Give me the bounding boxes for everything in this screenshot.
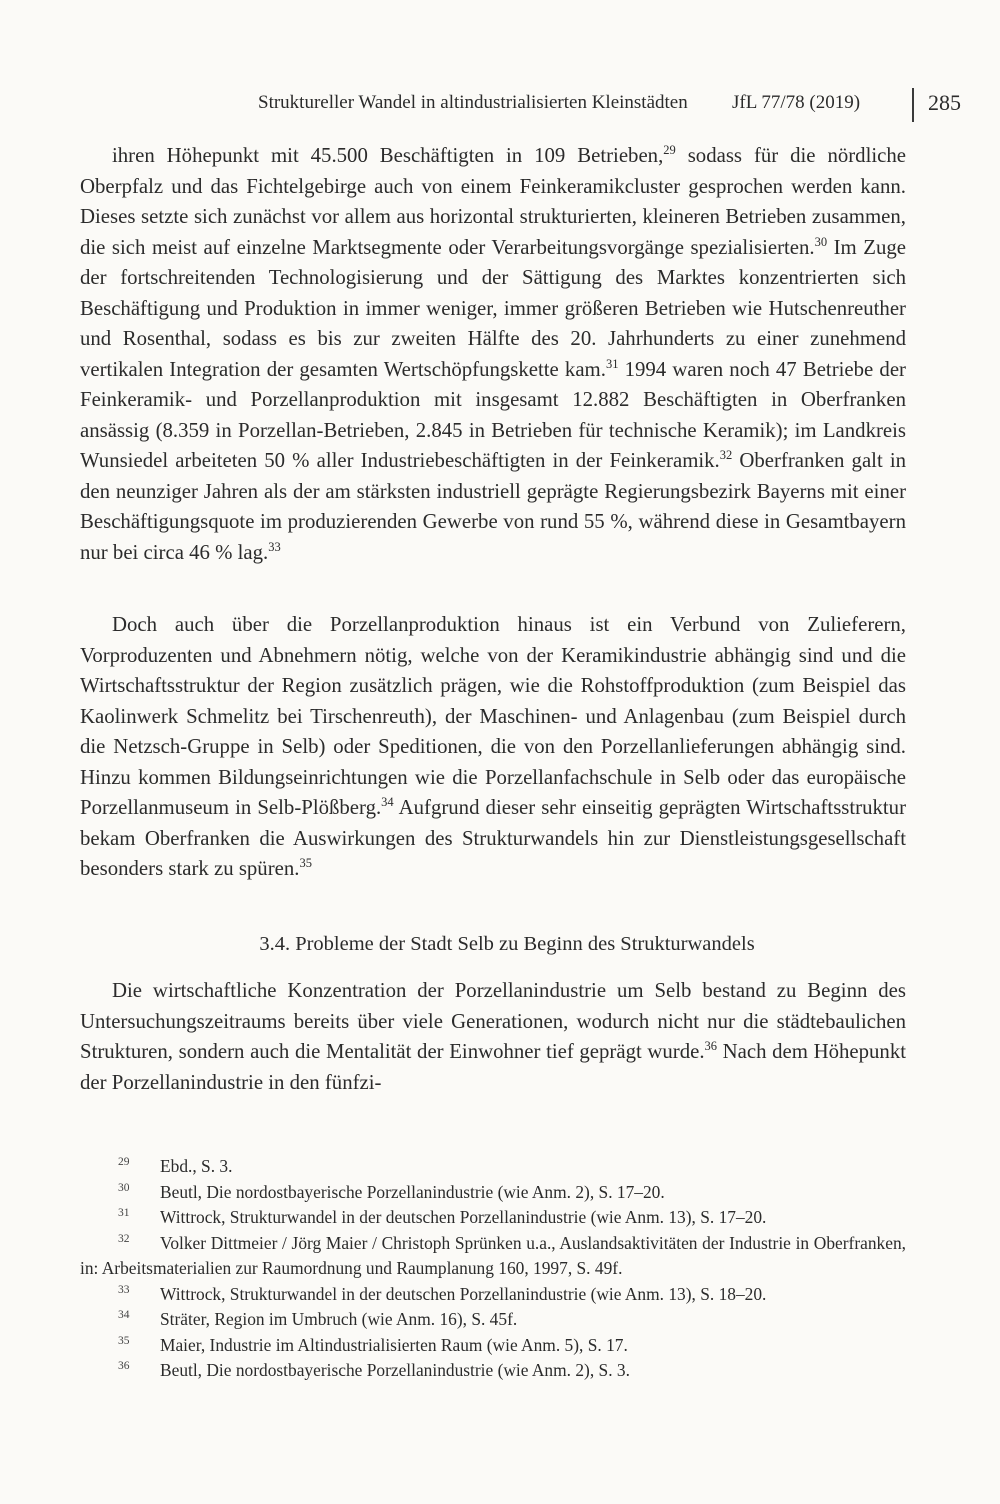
text-run: ihren Höhepunkt mit 45.500 Beschäftigten in 109 Betrieben, — [112, 144, 664, 167]
text-run: Oberfranken galt in den neunziger Jahren als der am stärksten industriell geprägte Regierungsbezirk Bayerns mit einer Beschäftigungsquote im produzierenden Gewerbe von rund 55 %, während diese in Gesamtbayern nur bei circa 46 % lag. — [80, 449, 906, 564]
footnote-reference[interactable]: 29 — [663, 143, 676, 157]
footnote-30 — [80, 1180, 906, 1206]
footnotes — [80, 1154, 906, 1384]
footnote-36 — [80, 1358, 906, 1384]
footnote-32 — [80, 1231, 906, 1282]
footnote-34 — [80, 1307, 906, 1333]
text-run: Doch auch über die Porzellanproduktion hinaus ist ein Verbund von Zulieferern, Vorproduzenten und Abnehmern nötig, welche von der Keramikindustrie abhängig sind und die Wirtschaftsstruktur der Region zusätzlich prägen, wie die Rohstoffproduktion (zum Beispiel das Kaolinwerk Schmelitz bei Tirschenreuth), der Maschinen- und Anlagenbau (zum Beispiel durch die Netzsch-Gruppe in Selb) oder Speditionen, die von den Porzellanlieferungen abhängig sind. Hinzu kommen Bildungseinrichtungen wie die Porzellanfachschule in Selb oder das europäische Porzellanmuseum in Selb-Plößberg. — [80, 613, 906, 819]
text-run: Nach dem Höhepunkt der Porzellanindustrie in den fünfzi- — [80, 1040, 906, 1094]
text-run: 1994 waren noch 47 Betriebe der Feinkeramik- und Porzellanproduktion mit insgesamt 12.882 Beschäftigten in Oberfranken ansässig (8.359 in Porzellan-Betrieben, 2.845 in Betrieben für technische Keramik); im Landkreis Wunsiedel arbeiteten 50 % aller Industriebeschäftigten in der Feinkeramik. — [80, 357, 906, 472]
footnote-text: Beutl, Die nordostbayerische Porzellanindustrie (wie Anm. 2), S. 17–20. — [160, 1181, 665, 1202]
footnote-text: Wittrock, Strukturwandel in der deutschen Porzellanindustrie (wie Anm. 13), S. 17–20. — [160, 1207, 767, 1227]
text-run: Aufgrund dieser sehr einseitig geprägten Wirtschaftsstruktur bekam Oberfranken die Auswirkungen des Strukturwandels hin zur Dienstleistungsgesellschaft besonders stark zu spüren. — [80, 796, 906, 880]
footnote-text: Volker Dittmeier / Jörg Maier / Christoph Sprünken u.a., Auslandsaktivitäten der Industrie in Oberfranken, in: Arbeitsmaterialien zur Raumordnung und Raumplanung 160, 1997, S. 49f. — [80, 1232, 906, 1278]
paragraph-2 — [80, 610, 906, 885]
paragraph-text — [80, 610, 906, 885]
footnote-number: 34 — [118, 1309, 130, 1321]
running-title: Struktureller Wandel in altindustrialisierten Kleinstädten — [258, 92, 688, 113]
footnote-33 — [80, 1282, 906, 1308]
footnote-31 — [80, 1205, 906, 1231]
footnote-text: Maier, Industrie im Altindustrialisierten Raum (wie Anm. 5), S. 17. — [160, 1334, 628, 1355]
running-header — [96, 88, 962, 118]
footnote-number: 35 — [118, 1334, 130, 1347]
footnote-text: Wittrock, Strukturwandel in der deutschen Porzellanindustrie (wie Anm. 13), S. 18–20. — [160, 1283, 767, 1304]
footnote-reference[interactable]: 30 — [814, 234, 828, 249]
text-run: Die wirtschaftliche Konzentration der Porzellanindustrie um Selb bestand zu Beginn des Untersuchungszeitraums bereits über viele Generationen, wodurch nicht nur die städtebaulichen Strukturen, sondern auch die Mentalität der Einwohner tief geprägt wurde. — [80, 979, 906, 1063]
header-divider — [912, 88, 914, 122]
footnote-number: 32 — [118, 1232, 130, 1245]
footnote-text: Ebd., S. 3. — [160, 1156, 233, 1176]
section-paragraph — [80, 976, 906, 1098]
footnote-reference[interactable]: 32 — [719, 448, 733, 462]
page-number: 285 — [928, 90, 961, 115]
footnote-number: 31 — [118, 1207, 130, 1219]
footnote-text: Beutl, Die nordostbayerische Porzellanindustrie (wie Anm. 2), S. 3. — [160, 1360, 630, 1380]
journal-reference: JfL 77/78 (2019) — [732, 92, 861, 113]
paragraph-1 — [80, 141, 906, 568]
footnote-number: 29 — [118, 1156, 130, 1168]
footnote-number: 33 — [118, 1283, 130, 1296]
footnote-35 — [80, 1333, 906, 1359]
footnote-reference[interactable]: 35 — [299, 856, 312, 870]
footnote-reference[interactable]: 31 — [605, 356, 619, 371]
footnote-reference[interactable]: 33 — [268, 539, 281, 554]
footnote-number: 36 — [118, 1360, 130, 1372]
footnote-reference[interactable]: 34 — [381, 795, 394, 809]
paragraph-text — [80, 976, 906, 1098]
footnote-29 — [80, 1154, 906, 1180]
section-heading: 3.4. Probleme der Stadt Selb zu Beginn des Strukturwandels — [259, 933, 755, 955]
text-run: Im Zuge der fortschreitenden Technologisierung und der Sättigung des Marktes konzentrierten sich Beschäftigung und Produktion in immer weniger, immer größeren Betrieben wie Hutschenreuther und Rosenthal, sodass es bis zur zweiten Hälfte des 20. Jahrhunderts zu einer zunehmend vertikalen Integration der gesamten Wertschöpfungskette kam. — [80, 235, 906, 381]
paragraph-text — [80, 141, 906, 568]
footnote-reference[interactable]: 36 — [704, 1039, 718, 1053]
footnote-number: 30 — [118, 1181, 130, 1194]
text-run: sodass für die nördliche Oberpfalz und das Fichtelgebirge auch von einem Feinkeramikcluster gesprochen werden kann. Dieses setzte sich zunächst vor allem aus horizontal strukturierten, kleineren Betrieben zusammen, die sich meist auf einzelne Marktsegmente oder Verarbeitungsvorgänge spezialisierten. — [80, 144, 906, 259]
footnote-text: Sträter, Region im Umbruch (wie Anm. 16), S. 45f. — [160, 1309, 518, 1329]
